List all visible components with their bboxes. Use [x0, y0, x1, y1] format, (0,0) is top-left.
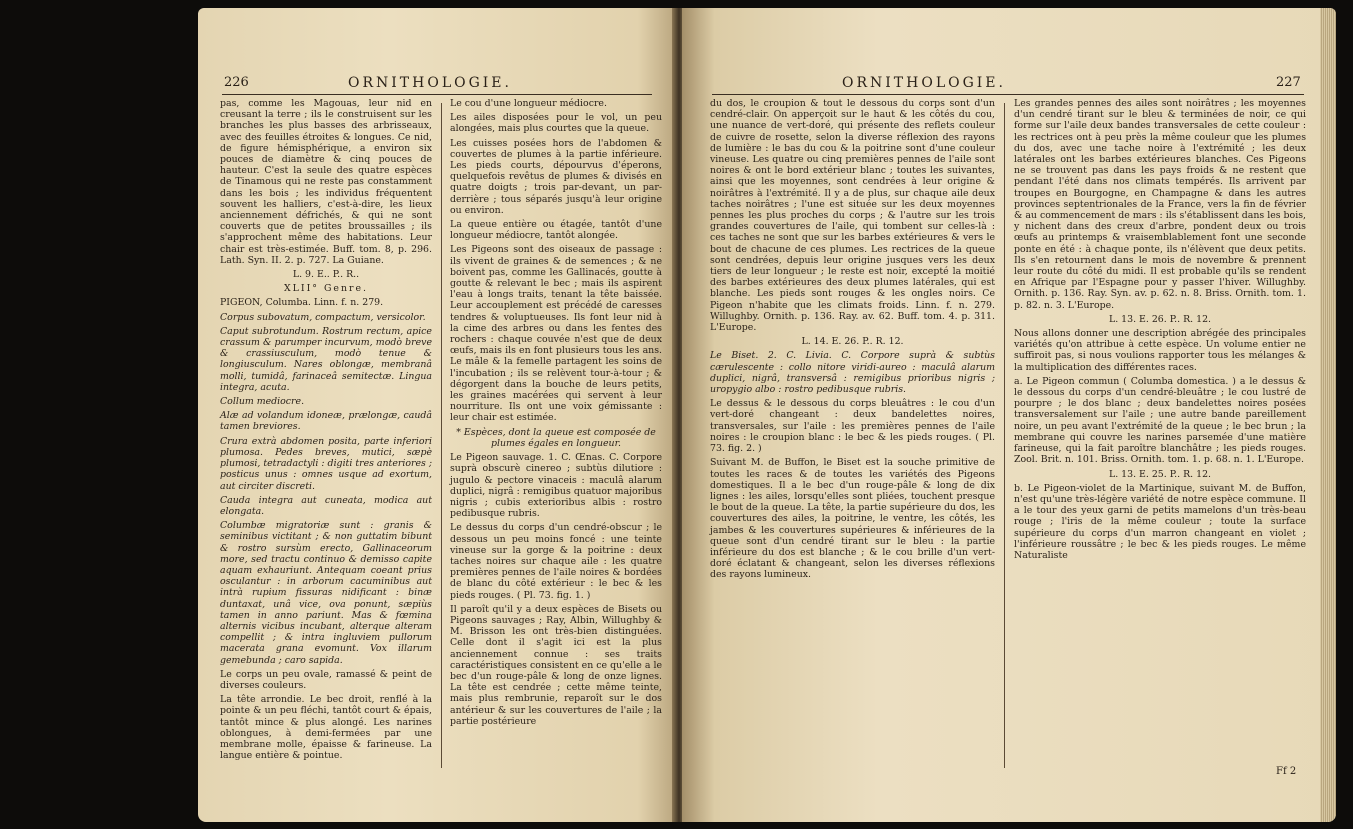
- measure-line: L. 9. E.. P.. R..: [292, 269, 360, 281]
- left-page-number: 226: [224, 75, 249, 90]
- genus-title: PIGEON, Columba. Linn. f. n. 279.: [220, 297, 384, 309]
- left-running-header: ORNITHOLOGIE.: [348, 75, 512, 91]
- section-note: * Espèces, dont la queue est composée de plumes égales en longueur.: [456, 426, 656, 449]
- latin-text: Columbæ migratoriæ sunt : granis & seminibus victitant ; & non guttatim bibunt & rostro sursùm erecto, Gallinaceorum more, sed tractu continuo & demisso capite aquam exhauriunt. Antequam coeant prius osculantur : in arborum cacuminibus aut intrà rupium fissuras nidificant : binæ duntaxat, unâ vice, ova ponunt, sæpiùs tamen in anno pariunt. Mas & fœmina alternis vicibus incubant, alterque alteram compellit ; & intra ingluviem pullorum macerata grana evomunt. Vox illarum gemebunda ; caro sapida.: [220, 520, 432, 666]
- text-block: Le dessus & le dessous du corps bleuâtres : le cou d'un vert-doré changeant : deux bandelettes noires, transversales, sur l'aile : les premières pennes de l'aile noires : le croupion blanc : le bec & les pieds rouges. ( Pl. 73. fig. 2. ): [710, 398, 995, 455]
- latin-text: Corpus subovatum, compactum, versicolor.: [220, 311, 426, 323]
- text-block: pas, comme les Magouas, leur nid en creusant la terre ; ils le construisent sur les branches les plus basses des arbrisseaux, avec des feuilles étroites & longues. Ce nid, de figure hémisphérique, a environ six pouces de diamètre & cinq pouces de hauteur. C'est la seule des quatre espèces de Tinamous qui ne reste pas constamment dans les bois ; les individus fréquentent souvent les halliers, c'est-à-dire, les lieux anciennement défrichés, & qui ne sont couverts que de petites broussailles ; ils s'approchent même des habitations. Leur chair est très-estimée. Buff. tom. 8, p. 296. Lath. Syn. II. 2. p. 727. La Guiane.: [220, 98, 432, 266]
- text-block: Le cou d'une longueur médiocre.: [450, 98, 607, 109]
- right-header-rule: [712, 94, 1304, 95]
- measure-line: L. 13. E. 26. P.. R. 12.: [1108, 313, 1212, 325]
- text-block: b. Le Pigeon-violet de la Martinique, suivant M. de Buffon, n'est qu'une très-légère variété de notre espèce commune. Il a le tour des yeux garni de petits mamelons d'un très-beau rouge ; l'iris de la même couleur ; toute la surface supérieure du corps d'un marron changeant en violet ; l'inférieure roussâtre ; le bec & les pieds rouges. Le même Naturaliste: [1014, 482, 1306, 561]
- text-block: Les cuisses posées hors de l'abdomen & couvertes de plumes à la partie inférieure. Les pieds courts, dépourvus d'éperons, quelquefois revêtus de plumes & divisés en quatre doigts ; trois par-devant, un par-derrière ; tous séparés jusqu'à leur origine ou environ.: [450, 137, 662, 216]
- text-block: du dos, le croupion & tout le dessous du corps sont d'un cendré-clair. On apperçoit sur le haut & les côtés du cou, une nuance de vert-doré, qui présente des reflets couleur de cuivre de rosette, selon la diverse réflexion des rayons de lumière : le bas du cou & la poitrine sont d'une couleur vineuse. Les quatre ou cinq premières pennes de l'aile sont noires & ont le bord extérieur blanc ; toutes les suivantes, ainsi que les moyennes, sont cendrées à leur origine & noirâtres à l'extrémité. Il y a de plus, sur chaque aile deux taches noirâtres ; l'une est située sur les deux moyennes pennes les plus proches du corps ; & l'autre sur les trois grandes couvertures de l'aile, qui tombent sur celles-là : ces taches ne sont que sur les barbes extérieures & vers le bout de chacune de ces plumes. Les rectrices de la queue sont cendrées, depuis leur origine jusques vers les deux tiers de leur longueur ; le reste est noir, excepté la moitié des barbes extérieures des deux plumes latérales, qui est blanche. Les pieds sont rouges & les ongles noirs. Ce Pigeon n'habite que les climats froids. Linn. f. n. 279. Willughby. Ornith. p. 136. Ray. av. 62. Buff. tom. 4. p. 311. L'Europe.: [710, 98, 995, 334]
- text-block: Les grandes pennes des ailes sont noirâtres ; les moyennes d'un cendré tirant sur le bleu & terminées de noir, ce qui forme sur l'aile deux bandes transversales de cette couleur : les rectrices ont à peu près la même couleur que les plumes du dos, avec une tache noire à l'extrémité ; les deux latérales ont les barbes extérieures blanches. Ces Pigeons ne se trouvent pas dans les pays froids & ne restent que pendant l'été dans nos climats tempérés. Ils arrivent par troupes en Bourgogne, en Champagne & dans les autres provinces septentrionales de la France, vers la fin de février & au commencement de mars : ils s'établissent dans les bois, y nichent dans des creux d'arbre, pondent deux ou trois œufs au printemps & vraisemblablement font une seconde ponte en été : à chaque ponte, ils n'élèvent que deux petits. Ils s'en retournent dans le mois de novembre & prennent leur route du côté du midi. Il est probable qu'ils se rendent en Afrique par l'Espagne pour y passer l'hiver. Willughby. Ornith. p. 136. Ray. Syn. av. p. 62. n. 8. Briss. Ornith. tom. 1. p. 82. n. 3. L'Europe.: [1014, 98, 1306, 311]
- open-book: [198, 8, 1350, 822]
- text-block: La queue entière ou étagée, tantôt d'une longueur médiocre, tantôt alongée.: [450, 219, 662, 242]
- left-column-2: [450, 98, 662, 730]
- left-header-rule: [222, 94, 652, 95]
- right-page: [682, 8, 1336, 822]
- latin-text: Crura extrà abdomen posita, parte inferiori plumosa. Pedes breves, mutici, sæpè plumosi, tetradactyli : digiti tres anteriores ; posticus unus : omnes usque ad exortum, aut circiter discreti.: [220, 435, 432, 492]
- page-edges: [1320, 8, 1336, 822]
- right-column-2: [1014, 98, 1306, 564]
- measure-line: L. 13. E. 25. P.. R. 12.: [1108, 468, 1212, 480]
- text-block: Il paroît qu'il y a deux espèces de Bisets ou Pigeons sauvages ; Ray, Albin, Willughby & M. Brisson les ont très-bien distinguées. Celle dont il s'agit ici est la plus anciennement connue : ses traits caractéristiques consistent en ce qu'elle a le bec d'un rouge-pâle & long de onze lignes. La tête est cendrée ; cette même teinte, mais plus rembrunie, reparoît sur le dos antérieur & sur les couvertures de l'aile ; la partie postérieure: [450, 603, 662, 727]
- left-column-divider: [441, 103, 442, 768]
- measure-line: L. 14. E. 26. P.. R. 12.: [801, 336, 904, 348]
- latin-text: Caput subrotundum. Rostrum rectum, apice crassum & parumper incurvum, modò breve & crassiusculum, modò tenue & longiusculum. Nares oblongæ, membranâ molli, tumidâ, farinaceâ semitectæ. Lingua integra, acuta.: [220, 325, 432, 393]
- species-entry: Le Biset. 2. C. Livia. C. Corpore suprà & subtùs cærulescente : collo nitore viridi-aureo : maculâ alarum duplici, nigrâ, transversâ : remigibus prioribus nigris ; uropygio albo : rostro pedibusque rubris.: [710, 350, 995, 396]
- genus-heading: XLII° Genre.: [283, 283, 369, 295]
- text-block: Les ailes disposées pour le vol, un peu alongées, mais plus courtes que la queue.: [450, 112, 662, 135]
- species-entry: Le Pigeon sauvage. 1. C. Œnas. C. Corpore suprà obscurè cinereo ; subtùs dilutiore : jugulo & pectore vinaceis : maculâ alarum duplici, nigrâ : remigibus quatuor majoribus nigris ; cubis exterioribus albis : rostro pedibusque rubris.: [450, 452, 662, 520]
- text-block: Nous allons donner une description abrégée des principales variétés qu'on attribue à cette espèce. Un volume entier ne suffiroit pas, si nous voulions rapporter tous les mélanges & la multiplication des différentes races.: [1014, 328, 1306, 373]
- text-block: Les Pigeons sont des oiseaux de passage : ils vivent de graines & de semences ; & ne boivent pas, comme les Gallinacés, goutte à goutte & relevant le bec ; mais ils aspirent l'eau à longs traits, tenant la tête baissée. Leur accouplement est précédé de caresses tendres & voluptueuses. Ils font leur nid à la cime des arbres ou dans les fentes des rochers : chaque couvée n'est que de deux œufs, mais ils en font plusieurs tous les ans. Le mâle & la femelle partagent les soins de l'incubation ; ils se relèvent tour-à-tour ; & dégorgent dans la bouche de leurs petits, les graines macérées qui servent à leur nourriture. Ils ont une voix gémissante : leur chair est estimée.: [450, 244, 662, 424]
- left-page: [198, 8, 676, 822]
- text-block: La tête arrondie. Le bec droit, renflé à la pointe & un peu fléchi, tantôt court & épais, tantôt mince & plus alongé. Les narines oblongues, à demi-fermées par une membrane molle, épaisse & farineuse. La langue entière & pointue.: [220, 694, 432, 762]
- latin-text: Collum mediocre.: [220, 396, 305, 408]
- text-block: Le corps un peu ovale, ramassé & peint de diverses couleurs.: [220, 668, 432, 691]
- right-column-divider: [1004, 103, 1005, 768]
- text-block: a. Le Pigeon commun ( Columba domestica. ) a le dessus & le dessous du corps d'un cendré-bleuâtre ; le cou lustré de pourpre ; le dos blanc ; deux bandelettes noires posées transversalement sur l'aile ; une autre bande pareillement noire, un peu avant l'extrémité de la queue ; le bec brun ; la membrane qui couvre les narines parsemée d'une matière farineuse, qui la fait paroître blanchâtre ; les pieds rouges. Zool. Brit. n. 101. Briss. Ornith. tom. 1. p. 68. n. 1. L'Europe.: [1014, 375, 1306, 466]
- text-block: Le dessus du corps d'un cendré-obscur ; le dessous un peu moins foncé : une teinte vineuse sur la gorge & la poitrine : deux taches noires sur chaque aile : les quatre premières pennes de l'aile noires & bordées de blanc du côté extérieur : le bec & les pieds rouges. ( Pl. 73. fig. 1. ): [450, 522, 662, 601]
- text-block: Suivant M. de Buffon, le Biset est la souche primitive de toutes les races & de toutes les variétés des Pigeons domestiques. Il a le bec d'un rouge-pâle & long de dix lignes : les ailes, lorsqu'elles sont pliées, touchent presque le bout de la queue. La tête, la partie supérieure du dos, les couvertures des ailes, la poitrine, le ventre, les côtés, les jambes & les couvertures supérieures & inférieures de la queue sont d'un cendré tirant sur le bleu : la partie inférieure du dos est blanche ; & le cou brille d'un vert-doré éclatant & changeant, selon les diverses réflexions des rayons lumineux.: [710, 457, 995, 581]
- left-column-1: [220, 98, 432, 764]
- right-page-number: 227: [1276, 75, 1301, 90]
- signature-mark: Ff 2: [1276, 766, 1297, 777]
- latin-text: Cauda integra aut cuneata, modica aut elongata.: [220, 494, 432, 517]
- latin-text: Alæ ad volandum idoneæ, prælongæ, caudâ tamen breviores.: [220, 410, 432, 433]
- right-column-1: [710, 98, 995, 584]
- right-running-header: ORNITHOLOGIE.: [842, 75, 1006, 91]
